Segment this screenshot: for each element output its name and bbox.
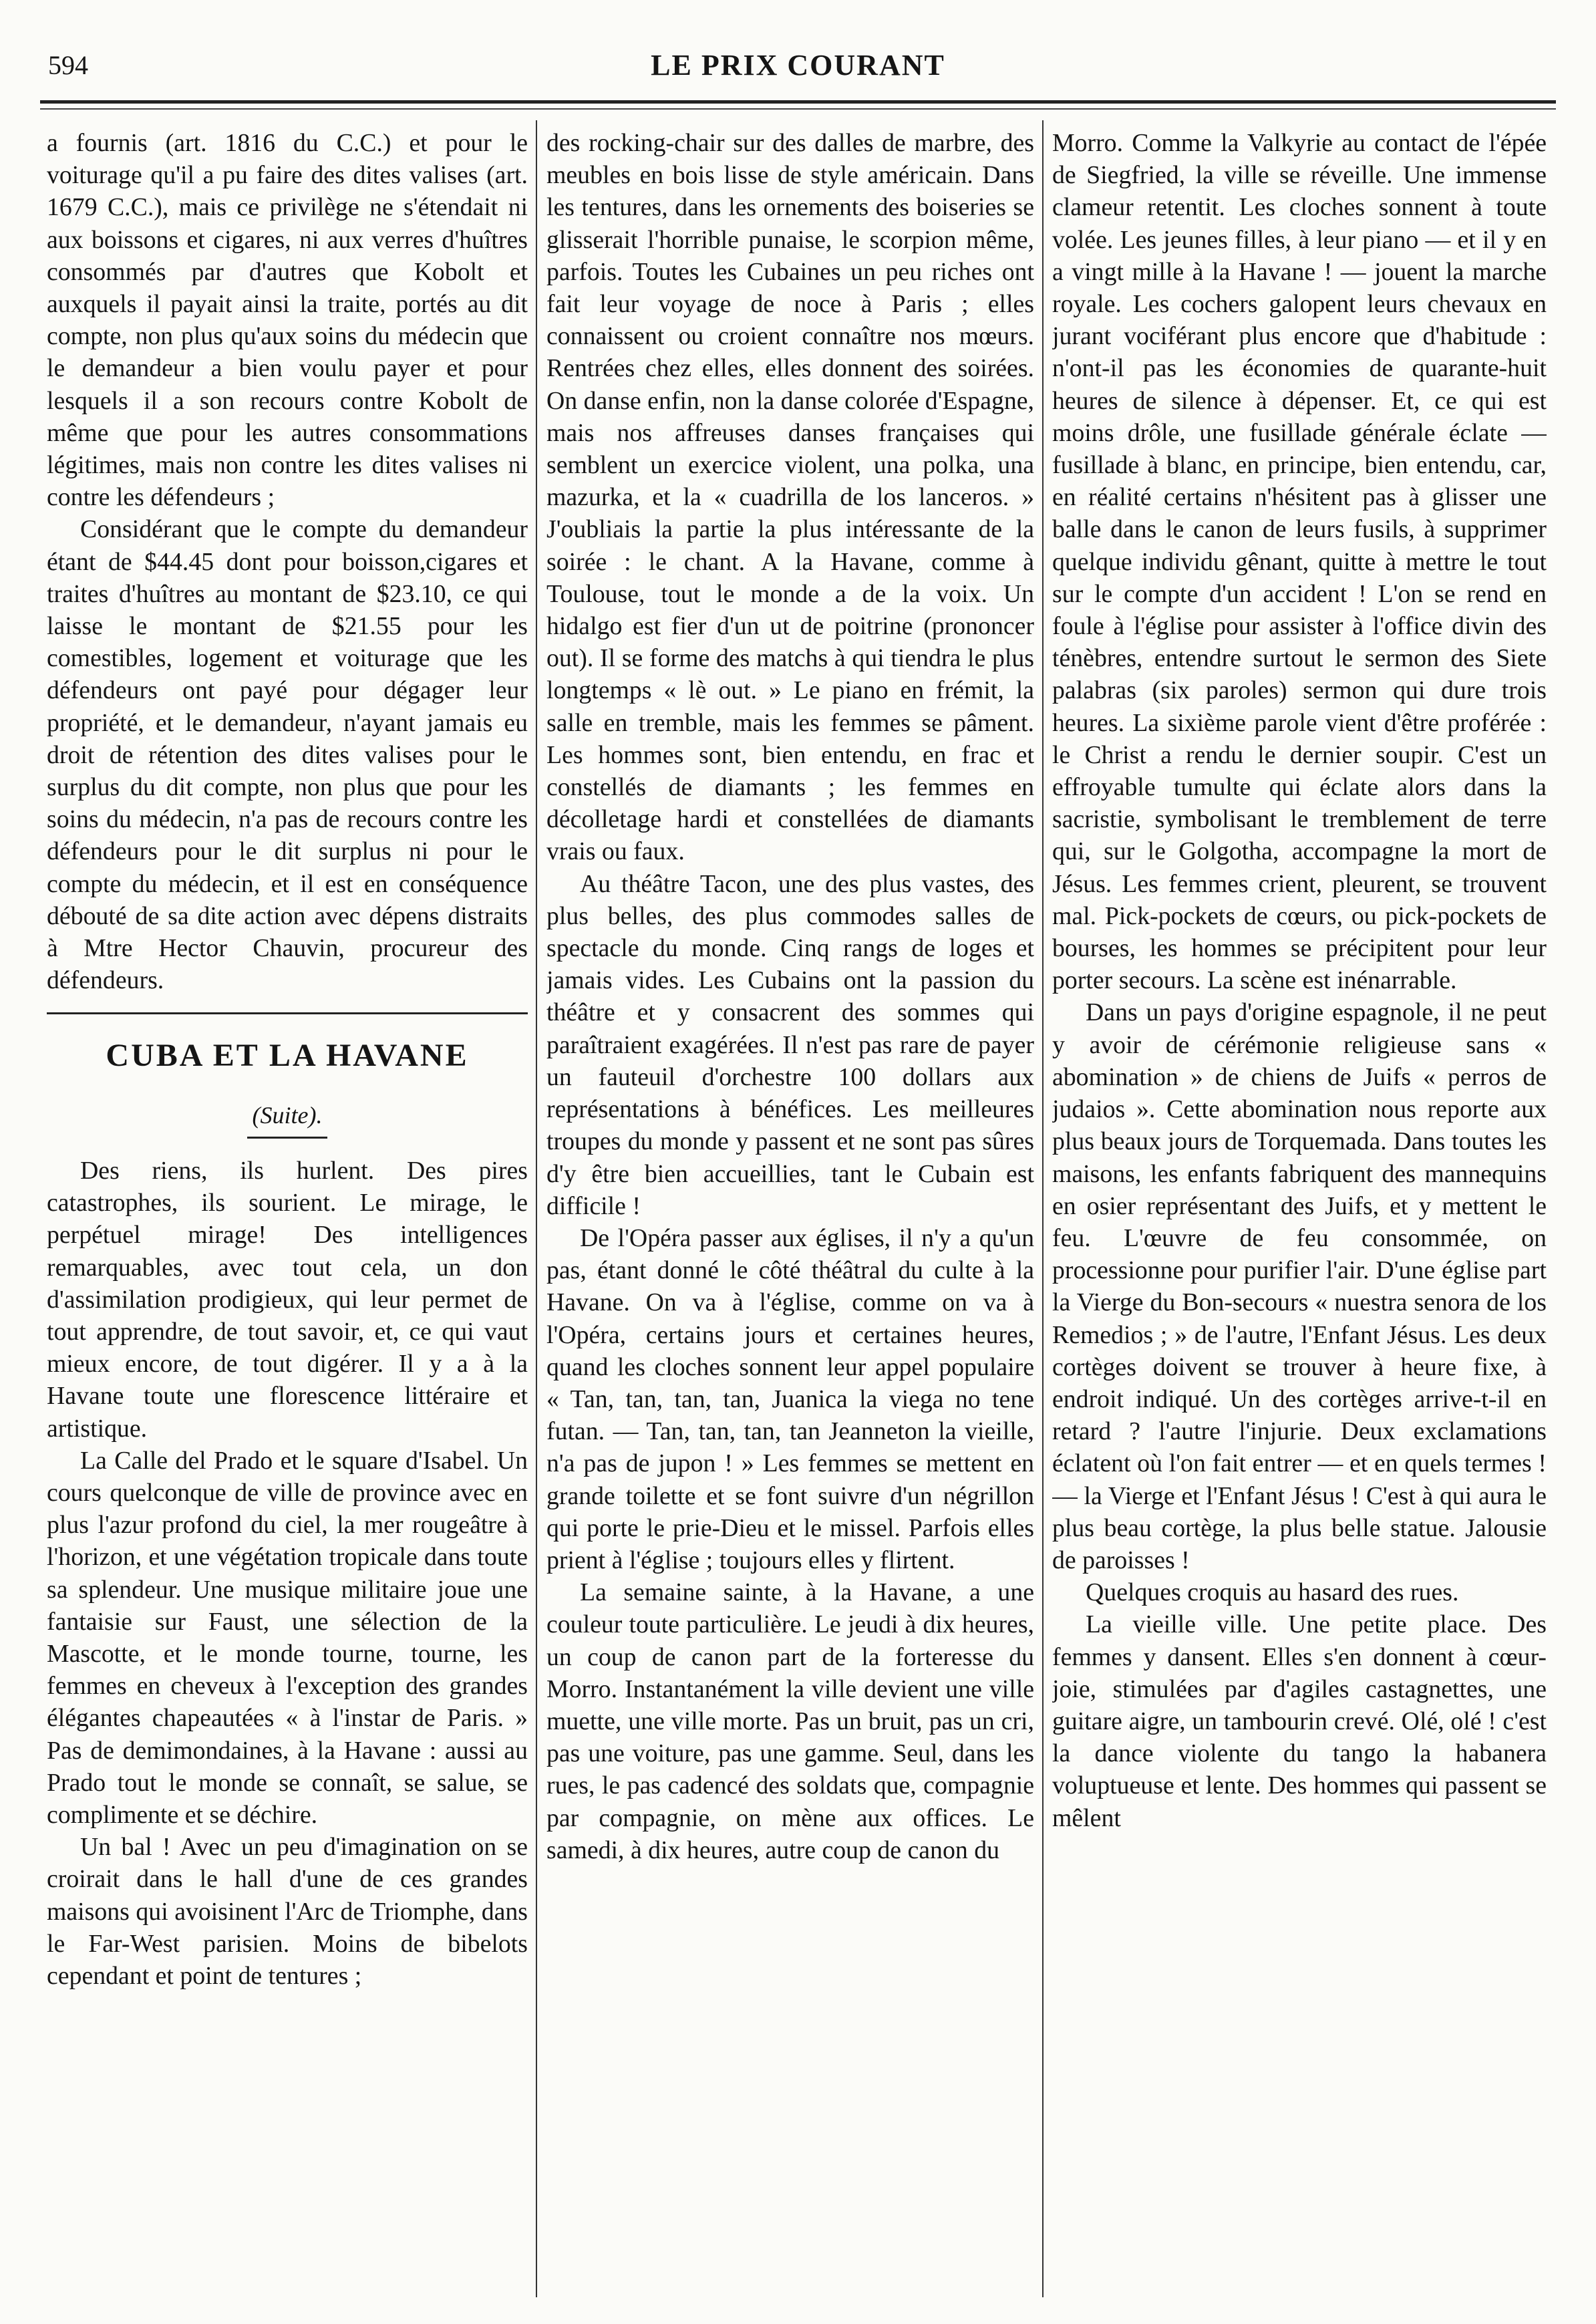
paragraph: Quelques croquis au hasard des rues. (1086, 1578, 1459, 1607)
header-rule-thin (40, 108, 1556, 110)
column-1 (47, 127, 528, 2297)
paragraph: des rocking-chair sur des dalles de marbre, des meubles en bois lisse de style américain. Dans les tentures, dans les ornements des boiseries se glisserait l'horrible punaise, le scorpion même, parfois. Toutes les Cubaines un peu riches ont fait leur voyage de noce à Paris ; elles connaissent ou croient connaître nos mœurs. Rentrées chez elles, elles donnent des soirées. On danse enfin, non la danse colorée d'Espagne, mais nos affreuses danses françaises qui semblent un exercice violent, una polka, una mazurka, et la « cuadrilla de los lanceros. » J'oubliais la partie la plus intéressante de la soirée : le chant. A la Havane, comme à Toulouse, tout le monde a de la voix. Un hidalgo est fier d'un ut de poitrine (prononcer out). Il se forme des matchs à qui tiendra le plus longtemps « lè out. » Le piano en frémit, la salle en tremble, mais les femmes se pâment. Les hommes sont, bien entendu, en frac et constellés de diamants ; les femmes en décolletage hardi et constellées de diamants vrais ou faux. (546, 129, 1034, 866)
section-subtitle: (Suite). (252, 1101, 323, 1129)
page-number: 594 (48, 50, 88, 80)
paragraph: Un bal ! Avec un peu d'imagination on se croirait dans le hall d'une de ces grandes maisons qui avoisinent l'Arc de Triomphe, dans le Far-West parisien. Moins de bibelots cependant et point de tentures ; (47, 1833, 528, 1990)
paragraph: Au théâtre Tacon, une des plus vastes, des plus belles, des plus commodes salles de spectacle du monde. Cinq rangs de loges et jamais vides. Les Cubains ont la passion du théâtre et y consacrent des sommes qui paraîtraient exagérées. Il n'est pas rare de payer un fauteuil d'orchestre 100 dollars aux représentations à bénéfices. Les meilleures troupes du monde y passent et ne sont pas sûres d'y être bien accueillies, tant le Cubain est difficile ! (546, 869, 1034, 1220)
paragraph: Dans un pays d'origine espagnole, il ne peut y avoir de cérémonie religieuse sans « abomination » de chiens de Juifs « perros de judaios ». Cette abomination nous reporte aux plus beaux jours de Torquemada. Dans toutes les maisons, les enfants fabriquent des mannequins en osier représentant des Juifs, et y mettent le feu. L'œuvre de feu consommée, on processionne pour purifier l'air. D'une église part la Vierge du Bon-secours « nuestra senora de los Remedios ; » de l'autre, l'Enfant Jésus. Les deux cortèges doivent se trouver à heure fixe, à endroit indiqué. Un des cortèges arrive-t-il en retard ? l'autre l'injurie. Deux exclamations éclatent où l'on fait entrer — et en quels termes ! — la Vierge et l'Enfant Jésus ! C'est à qui aura le plus beau cortège, la plus belle statue. Jalousie de paroisses ! (1052, 998, 1547, 1574)
paragraph: De l'Opéra passer aux églises, il n'y a qu'un pas, étant donné le côté théâtral du culte à la Havane. On va à l'église, comme on va à l'Opéra, certains jours et certaines heures, quand les cloches sonnent leur appel populaire « Tan, tan, tan, tan, Juanica la viega no tene futan. — Tan, tan, tan, tan Jeanneton la vieille, n'a pas de jupon ! » Les femmes se mettent en grande toilette et se font suivre d'un négrillon qui porte le prie-Dieu et le missel. Parfois elles prient à l'église ; toujours elles y flirtent. (546, 1223, 1034, 1574)
paragraph: Des riens, ils hurlent. Des pires catastrophes, ils sourient. Le mirage, le perpétuel mirage! Des intelligences remarquables, avec tout cela, un don d'assimilation prodigieux, qui leur permet de tout apprendre, de tout savoir, et, ce qui vaut mieux encore, de tout digérer. Il y a à la Havane toute une florescence littéraire et artistique. (47, 1156, 528, 1443)
header-rule (40, 100, 1556, 104)
column-2 (546, 127, 1034, 2297)
section-divider (47, 1012, 528, 1014)
short-rule (247, 1137, 327, 1139)
paragraph: La semaine sainte, à la Havane, a une couleur toute particulière. Le jeudi à dix heures, un coup de canon part de la forteresse du Morro. Instantanément la ville devient une ville muette, une ville morte. Pas un bruit, pas un cri, pas une voiture, pas une gamme. Seul, dans les rues, le pas cadencé des soldats que, compagnie par compagnie, on mène aux offices. Le samedi, à dix heures, autre coup de canon du (546, 1578, 1034, 1864)
column-3 (1052, 127, 1547, 2297)
column-divider-2 (1042, 120, 1044, 2297)
paragraph: Morro. Comme la Valkyrie au contact de l'épée de Siegfried, la ville se réveille. Une immense clameur retentit. Les cloches sonnent à toute volée. Les jeunes filles, à leur piano — et il y en a vingt mille à la Havane ! — jouent la marche royale. Les cochers galopent leurs chevaux en jurant vociférant plus encore que d'habitude : n'ont-il pas les économies de quarante-huit heures de silence à dépenser. Et, ce qui est moins drôle, une fusillade générale éclate — fusillade à blanc, en principe, bien entendu, car, en réalité certains n'hésitent pas à glisser une balle dans le canon de leurs fusils, à supprimer quelque individu gênant, quitte à mettre le tout sur le compte d'un accident ! L'on se rend en foule à l'église pour assister à l'office divin des ténèbres, entendre surtout le sermon des Siete palabras (six paroles) sermon qui dure trois heures. La sixième parole vient d'être proférée : le Christ a rendu le dernier soupir. C'est un effroyable tumulte qui éclate alors dans la sacristie, symbolisant le tremblement de terre qui, sur le Golgotha, accompagne la mort de Jésus. Les femmes crient, pleurent, se trouvent mal. Pick-pockets de cœurs, ou pick-pockets de bourses, les hommes se précipitent pour leur porter secours. La scène est inénarrable. (1052, 129, 1547, 995)
column-divider-1 (536, 120, 537, 2297)
running-title: LE PRIX COURANT (651, 49, 945, 82)
page-header (40, 40, 1556, 94)
section-title: CUBA ET LA HAVANE (106, 1038, 469, 1074)
paragraph: La Calle del Prado et le square d'Isabel. Un cours quelconque de ville de province avec en plus l'azur profond du ciel, la mer rougeâtre à l'horizon, et une végétation tropicale dans toute sa splendeur. Une musique militaire joue une fantaisie sur Faust, une sélection de la Mascotte, et le monde tourne, tourne, les femmes en cheveux à l'exception des grandes élégantes chapeautées « à l'instar de Paris. » Pas de demimondaines, à la Havane : aussi au Prado tout le monde se connaît, se salue, se complimente et se déchire. (47, 1446, 528, 1829)
paragraph: a fournis (art. 1816 du C.C.) et pour le voiturage qu'il a pu faire des dites valises (art. 1679 C.C.), mais ce privilège ne s'étendait ni aux boissons et cigares, ni aux verres d'huîtres consommés par d'autres que Kobolt et auxquels il payait ainsi la traite, portés au dit compte, non plus qu'aux soins du médecin que le demandeur a bien voulu payer et pour lesquels il a son recours contre Kobolt de même que pour les autres consommations légitimes, mais non contre les dites valises ni contre les défendeurs ; (47, 129, 528, 512)
paragraph: Considérant que le compte du demandeur étant de $44.45 dont pour boisson,cigares et traites d'huîtres au montant de $23.10, ce qui laisse le montant de $21.55 pour les comestibles, logement et voiturage que les défendeurs ont payé pour dégager leur propriété, et le demandeur, n'ayant jamais eu droit de rétention des dites valises pour le surplus du dit compte, non plus que pour les soins du médecin, n'a pas de recours contre les défendeurs pour le dit surplus ni pour le compte du médecin, et il est en conséquence débouté de sa dite action avec dépens distraits à Mtre Hector Chauvin, procureur des défendeurs. (47, 515, 528, 995)
paragraph: La vieille ville. Une petite place. Des femmes y dansent. Elles s'en donnent à cœur-joie, stimulées par d'agiles castagnettes, une guitare aigre, un tambourin crevé. Olé, olé ! c'est la dance violente du tango la habanera voluptueuse et lente. Des hommes qui passent se mêlent (1052, 1610, 1547, 1832)
